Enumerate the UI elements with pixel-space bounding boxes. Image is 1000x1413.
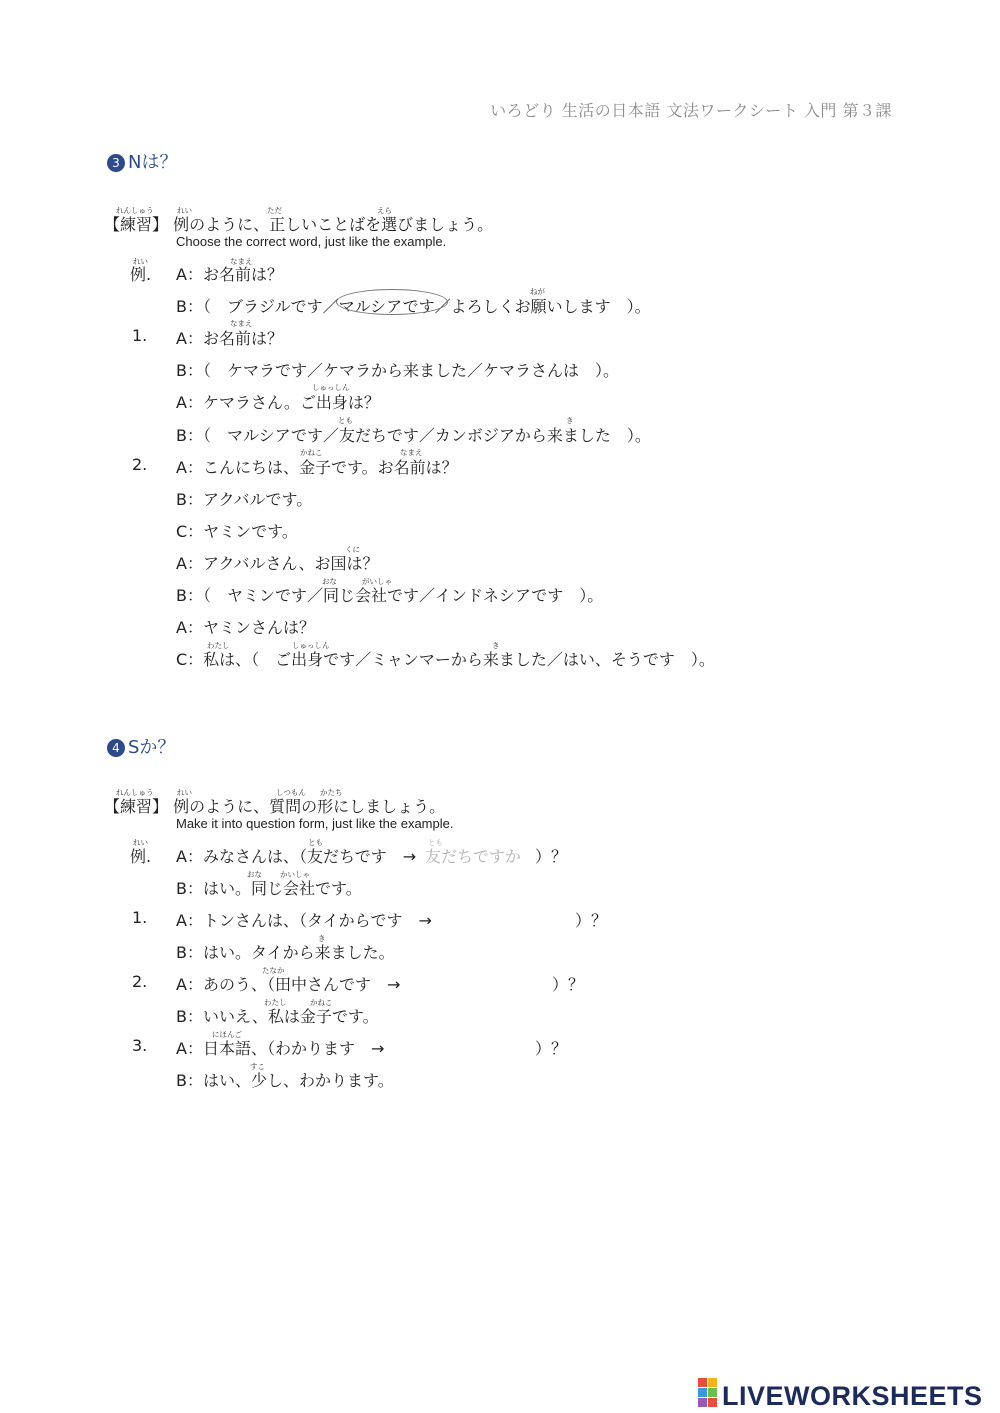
- furigana-tada: ただ: [267, 206, 282, 215]
- furigana-watashi: わたし: [207, 641, 230, 650]
- item-index: 2.: [132, 972, 148, 991]
- question-end: ）？: [535, 1039, 568, 1058]
- question-end: ）？: [575, 911, 608, 930]
- dialogue-line: B：（ ヤミンです／同じ会社です／インドネシアです ）。: [176, 586, 604, 605]
- example-answer: 友だちですか: [425, 847, 521, 866]
- furigana-rei-ex: れい: [133, 257, 148, 266]
- section4-instruction: 【練習】 例のように、質問の形にしましょう。: [104, 797, 446, 816]
- item-index: 2.: [132, 455, 148, 474]
- question-line: A：日本語、（わかります →: [176, 1039, 385, 1058]
- dialogue-line: B：（ マルシアです／友だちです／カンボジアから来ました ）。: [176, 426, 651, 445]
- furigana-kaisha: がいしゃ: [362, 577, 392, 586]
- dialogue-line: A：お名前は？: [176, 329, 283, 348]
- logo-tiles-icon: [698, 1378, 718, 1408]
- furigana-kaneko: かねこ: [310, 998, 333, 1007]
- furigana-kaisha: かいしゃ: [280, 870, 310, 879]
- dialogue-line: A：ヤミンさんは？: [176, 618, 315, 637]
- furigana-kuni: くに: [345, 545, 360, 554]
- furigana-watashi: わたし: [264, 998, 287, 1007]
- item-index: 3.: [132, 1036, 148, 1055]
- furigana-rei-ex: れい: [133, 838, 148, 847]
- answer-input-1[interactable]: [430, 908, 570, 930]
- section4-title-text: Sか？: [128, 737, 176, 758]
- dialogue-line: A：こんにちは、金子です。お名前は？: [176, 458, 458, 477]
- furigana-nihongo: にほんご: [212, 1030, 242, 1039]
- question-end: ）？: [552, 975, 585, 994]
- section4-instruction-en: Make it into question form, just like the example.: [176, 816, 454, 831]
- question-end: ）？: [535, 847, 568, 866]
- dialogue-line: A：ケマラさん。ご出身は？: [176, 393, 380, 412]
- answer-line: B：いいえ、私は金子です。: [176, 1007, 379, 1026]
- furigana-tomo: とも: [308, 838, 323, 847]
- section3-instruction: 【練習】 例のように、正しいことばを選びましょう。: [104, 215, 494, 234]
- item-index: 1.: [132, 326, 148, 345]
- dialogue-line: C：ヤミンです。: [176, 522, 298, 541]
- furigana-onaji: おな: [322, 577, 337, 586]
- item-index: 例.: [130, 265, 152, 284]
- question-line: A：トンさんは、（タイからです →: [176, 911, 432, 930]
- item-index: 1.: [132, 908, 148, 927]
- dialogue-line: B：（ ケマラです／ケマラから来ました／ケマラさんは ）。: [176, 361, 619, 380]
- furigana-ki: き: [492, 641, 500, 650]
- answer-input-2[interactable]: [405, 972, 545, 994]
- dialogue-line: B：（ ブラジルです／マルシアです／よろしくお願いします ）。: [176, 297, 651, 316]
- section3-number: 3: [107, 154, 125, 172]
- item-index: 例.: [130, 847, 152, 866]
- furigana-ki: き: [566, 416, 574, 425]
- furigana-era: えら: [377, 206, 392, 215]
- answer-circle: [336, 289, 448, 315]
- furigana-suko: すこ: [250, 1062, 265, 1071]
- furigana-katachi: かたち: [320, 788, 343, 797]
- answer-line: B：はい、少し、わかります。: [176, 1071, 394, 1090]
- furigana-kaneko: かねこ: [300, 448, 323, 457]
- furigana-rei: れい: [177, 206, 192, 215]
- furigana-nega: ねが: [530, 287, 545, 296]
- answer-line: B：はい。タイから来ました。: [176, 943, 395, 962]
- answer-line: B：はい。同じ会社です。: [176, 879, 362, 898]
- question-line: A：あのう、（田中さんです →: [176, 975, 401, 994]
- worksheet-header: いろどり 生活の日本語 文法ワークシート 入門 第３課: [490, 101, 892, 120]
- dialogue-line: A：アクバルさん、お国は？: [176, 554, 379, 573]
- furigana-rei: れい: [177, 788, 192, 797]
- dialogue-line: C：私は、（ ご出身です／ミャンマーから来ました／はい、そうです ）。: [176, 650, 715, 669]
- answer-input-3[interactable]: [390, 1036, 530, 1058]
- furigana-onaji: おな: [247, 870, 262, 879]
- furigana-ki: き: [318, 934, 326, 943]
- section4-title: [107, 733, 175, 759]
- dialogue-line: A：お名前は？: [176, 265, 283, 284]
- section3-instruction-en: Choose the correct word, just like the example.: [176, 234, 447, 249]
- furigana-tomo-hint: とも: [428, 838, 443, 847]
- section4-number: 4: [107, 739, 125, 757]
- dialogue-line: B：アクバルです。: [176, 490, 313, 509]
- furigana-namae-ex: なまえ: [230, 257, 253, 266]
- liveworksheets-logo: [698, 1378, 983, 1412]
- section3-title-text: Nは？: [128, 152, 178, 173]
- logo-text: LIVEWORKSHEETS: [722, 1381, 983, 1411]
- question-line: A：みなさんは、（友だちです →: [176, 847, 417, 866]
- section3-title: [107, 148, 177, 174]
- furigana-shusshin: しゅっしん: [292, 641, 330, 650]
- furigana-renshu: れんしゅう: [116, 788, 154, 797]
- furigana-renshu: れんしゅう: [116, 206, 154, 215]
- furigana-tanaka: たなか: [262, 966, 285, 975]
- furigana-shitsumon: しつもん: [276, 788, 306, 797]
- furigana-namae: なまえ: [230, 319, 253, 328]
- furigana-namae: なまえ: [400, 448, 423, 457]
- furigana-shusshin: しゅっしん: [312, 383, 350, 392]
- furigana-tomo: とも: [338, 416, 353, 425]
